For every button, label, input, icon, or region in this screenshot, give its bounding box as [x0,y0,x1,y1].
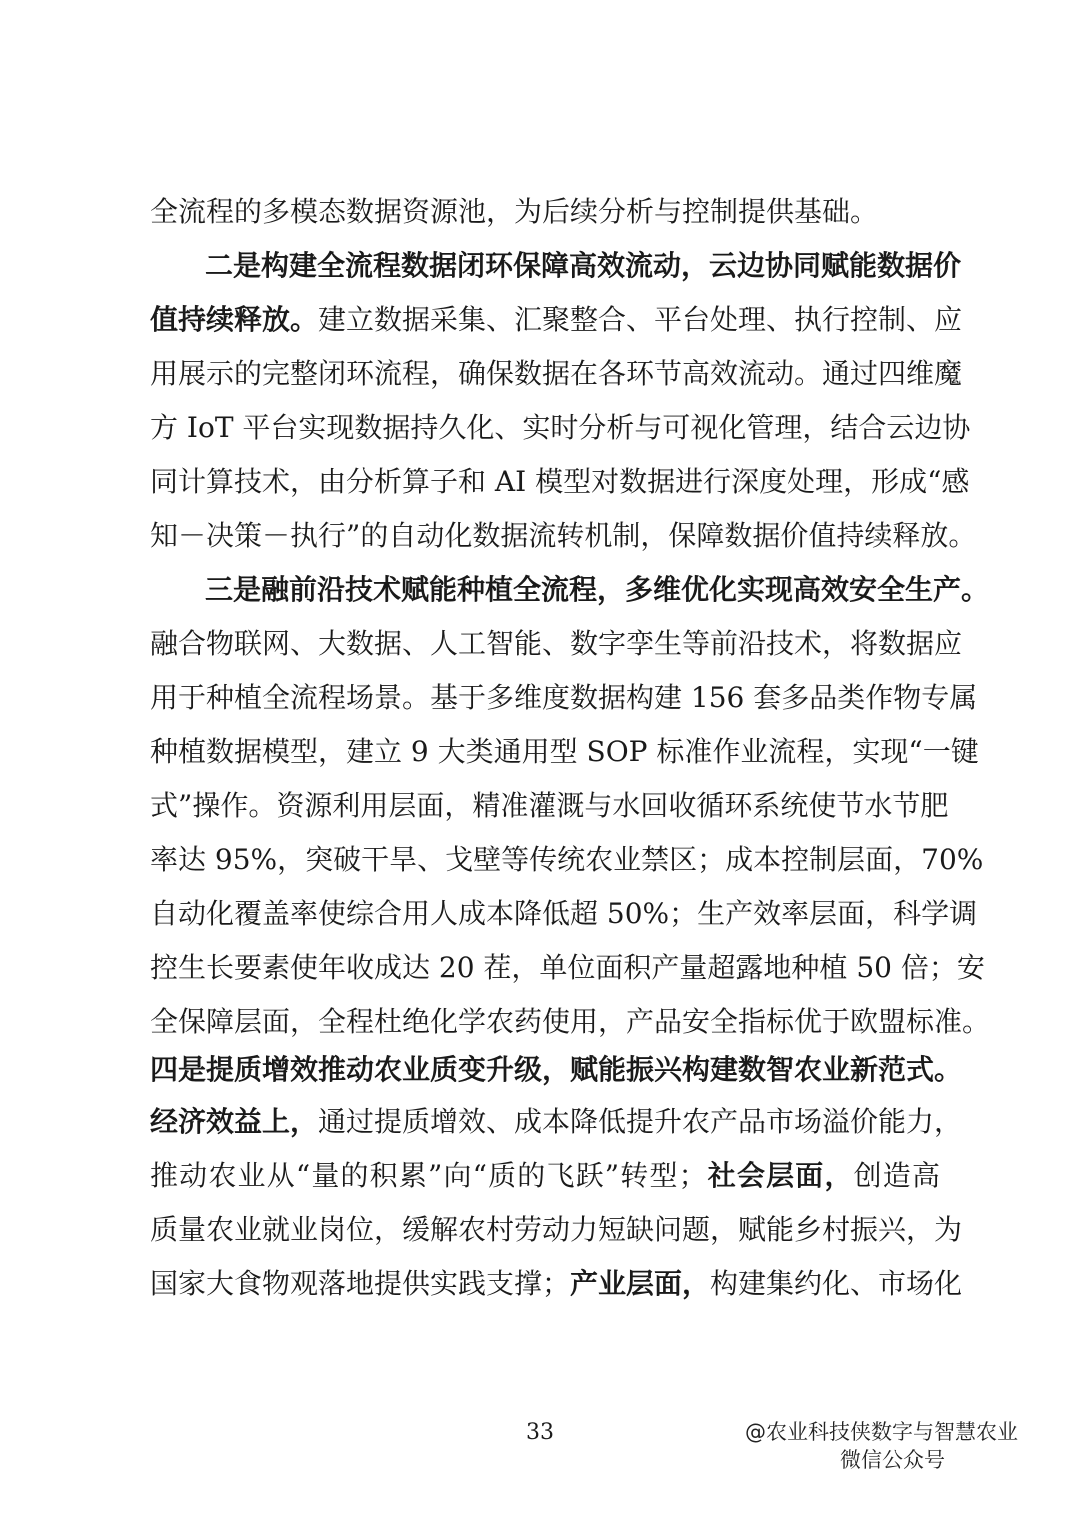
text-segment: 建立数据采集、汇聚整合、平台处理、执行控制、应 [318,303,963,336]
text-segment: 用展示的完整闭环流程，确保数据在各环节高效流动。通过四维魔 [150,357,963,390]
body-line [150,1264,963,1304]
body-line [150,354,963,394]
text-segment: 全保障层面，全程杜绝化学农药使用，产品安全指标优于欧盟标准。 [150,1005,991,1038]
text-segment-bold: 值持续释放。 [150,303,319,336]
body-line [150,840,984,880]
text-segment: 构建集约化、市场化 [710,1267,963,1300]
body-line [150,1102,963,1142]
text-segment-bold: 四是提质增效推动农业质变升级，赋能振兴构建数智农业新范式。 [150,1053,963,1086]
text-segment-bold: 经济效益上， [150,1105,319,1138]
text-segment: 式”操作。资源利用层面，精准灌溉与水回收循环系统使节水节肥 [150,789,949,822]
text-segment: 质量农业就业岗位，缓解农村劳动力短缺问题，赋能乡村振兴，为 [150,1213,963,1246]
text-segment: 同计算技术，由分析算子和 AI 模型对数据进行深度处理，形成“感 [150,465,970,498]
body-line [150,624,963,664]
text-segment-bold: 二是构建全流程数据闭环保障高效流动，云边协同赋能数据价 [205,249,962,282]
body-line [150,408,971,448]
text-segment: 创造高 [853,1159,940,1192]
watermark [745,1418,1045,1474]
text-segment: 自动化覆盖率使综合用人成本降低超 50%；生产效率层面，科学调 [150,897,978,930]
text-segment: 国家大食物观落地提供实践支撑； [150,1267,571,1300]
body-line [150,1002,991,1042]
body-line [150,732,979,772]
body-line [150,678,978,718]
body-line [150,192,940,232]
text-segment: 种植数据模型，建立 9 大类通用型 SOP 标准作业流程，实现“一键 [150,735,979,768]
body-line [150,948,985,988]
watermark-platform: 微信公众号 [840,1448,945,1472]
text-segment-bold: 社会层面， [706,1159,854,1192]
text-segment: 用于种植全流程场景。基于多维度数据构建 156 套多品类作物专属 [150,681,978,714]
text-segment: 知－决策－执行”的自动化数据流转机制，保障数据价值持续释放。 [150,519,977,552]
text-segment: 方 IoT 平台实现数据持久化、实时分析与可视化管理，结合云边协 [150,411,971,444]
text-segment-bold: 产业层面， [570,1267,711,1300]
watermark-account: @农业科技侠数字与智慧农业 [745,1420,1018,1444]
text-segment: 通过提质增效、成本降低提升农产品市场溢价能力， [318,1105,963,1138]
body-line [150,1156,940,1196]
body-line [205,570,990,610]
body-line [150,300,963,340]
text-segment: 控生长要素使年收成达 20 茬，单位面积产量超露地种植 50 倍；安 [150,951,985,984]
text-segment: 推动农业从“量的积累”向“质的飞跃”转型； [150,1159,707,1192]
body-line [150,516,977,556]
page-number: 33 [526,1420,554,1445]
body-line [205,246,962,286]
text-segment: 率达 95%，突破干旱、戈壁等传统农业禁区；成本控制层面，70% [150,843,984,876]
body-line [150,786,949,826]
text-segment: 全流程的多模态数据资源池，为后续分析与控制提供基础。 [150,195,879,228]
body-line [150,1210,963,1250]
body-line [150,894,978,934]
text-segment: 融合物联网、大数据、人工智能、数字孪生等前沿技术，将数据应 [150,627,963,660]
body-line [150,462,970,502]
text-segment-bold: 三是融前沿技术赋能种植全流程，多维优化实现高效安全生产。 [205,573,990,606]
body-line [150,1050,963,1090]
